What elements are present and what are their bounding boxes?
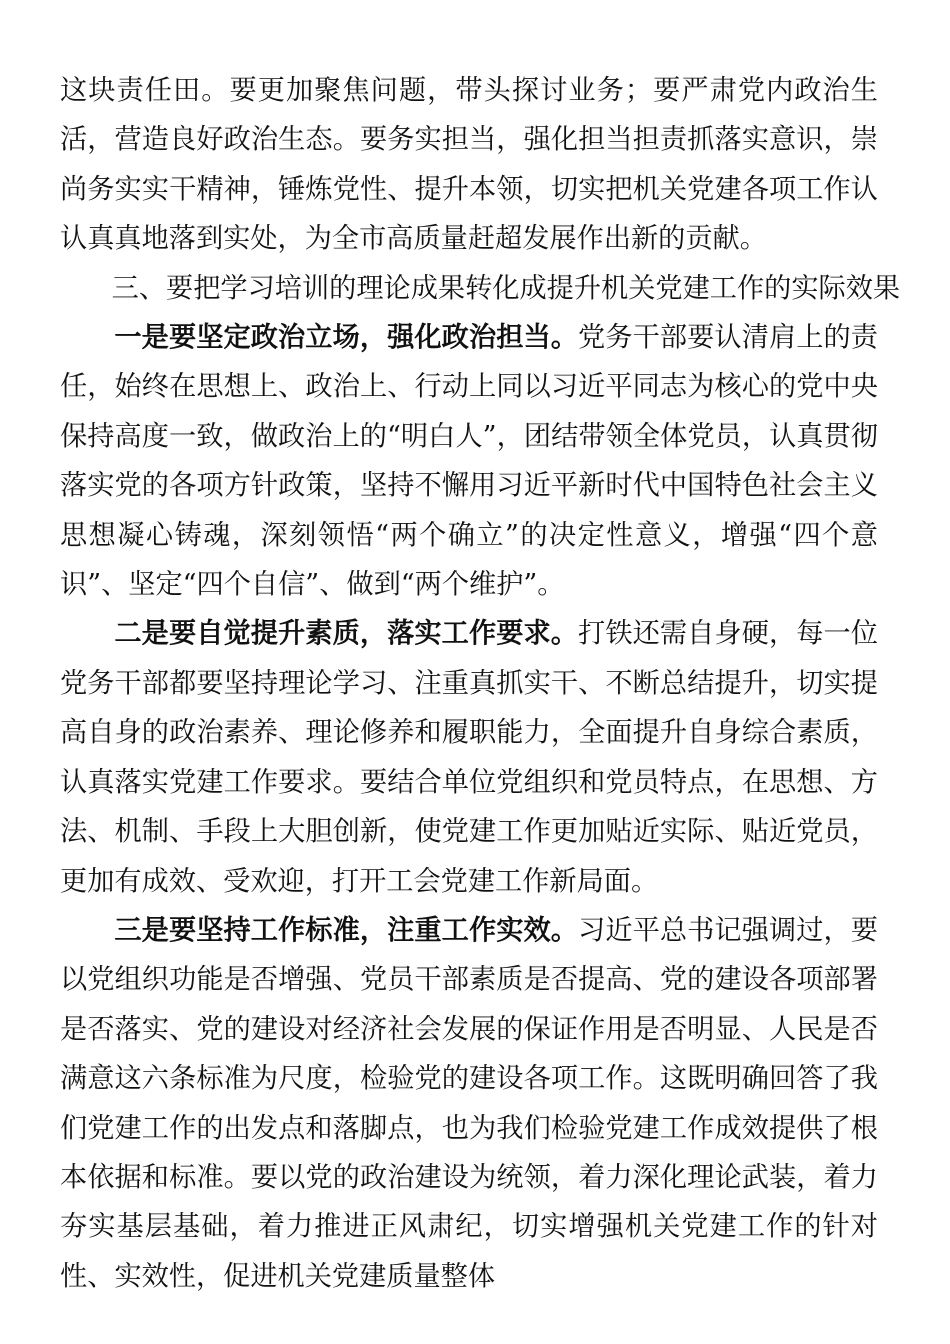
paragraph-lead: 三是要坚持工作标准，注重工作实效。 xyxy=(114,913,579,946)
paragraph-body: 党务干部要认清肩上的责任，始终在思想上、政治上、行动上同以习近平同志为核心的党中央保持高度一致，做政治上的“明白人”，团结带领全体党员，认真贯彻落实党的各项方针政策，坚持不懈用习近平新时代中国特色社会主义思想凝心铸魂，深刻领悟“两个确立”的决定性意义，增强“四个意识”、坚定“四个自信”、做到“两个维护”。 xyxy=(60,322,878,601)
paragraph-body: 打铁还需自身硬，每一位党务干部都要坚持理论学习、注重真抓实干、不断总结提升，切实提高自身的政治素养、理论修养和履职能力，全面提升自身综合素质，认真落实党建工作要求。要结合单位党组织和党员特点，在思想、方法、机制、手段上大胆创新，使党建工作更加贴近实际、贴近党员，更加有成效、受欢迎，打开工会党建工作新局面。 xyxy=(60,618,878,897)
section-heading: 三、要把学习培训的理论成果转化成提升机关党建工作的实际效果 xyxy=(111,272,901,304)
paragraph-point-3 xyxy=(60,906,878,1301)
document-page xyxy=(60,66,901,1301)
paragraph-point-1 xyxy=(60,313,878,609)
paragraph-point-2 xyxy=(60,609,878,905)
paragraph-lead: 二是要自觉提升素质，落实工作要求。 xyxy=(114,617,579,650)
paragraph-body: 习近平总书记强调过，要以党组织功能是否增强、党员干部素质是否提高、党的建设各项部署是否落实、党的建设对经济社会发展的保证作用是否明显、人民是否满意这六条标准为尺度，检验党的建设各项工作。这既明确回答了我们党建工作的出发点和落脚点，也为我们检验党建工作成效提供了根本依据和标准。要以党的政治建设为统领，着力深化理论武装，着力夯实基层基础，着力推进正风肃纪，切实增强机关党建工作的针对性、实效性，促进机关党建质量整体 xyxy=(60,914,878,1292)
paragraph-lead: 一是要坚定政治立场，强化政治担当。 xyxy=(114,321,579,354)
paragraph-continuation: 这块责任田。要更加聚焦问题，带头探讨业务；要严肃党内政治生活，营造良好政治生态。要务实担当，强化担当担责抓落实意识，崇尚务实实干精神，锤炼党性、提升本领，切实把机关党建各项工作认认真真地落到实处，为全市高质量赶超发展作出新的贡献。 xyxy=(60,75,878,255)
